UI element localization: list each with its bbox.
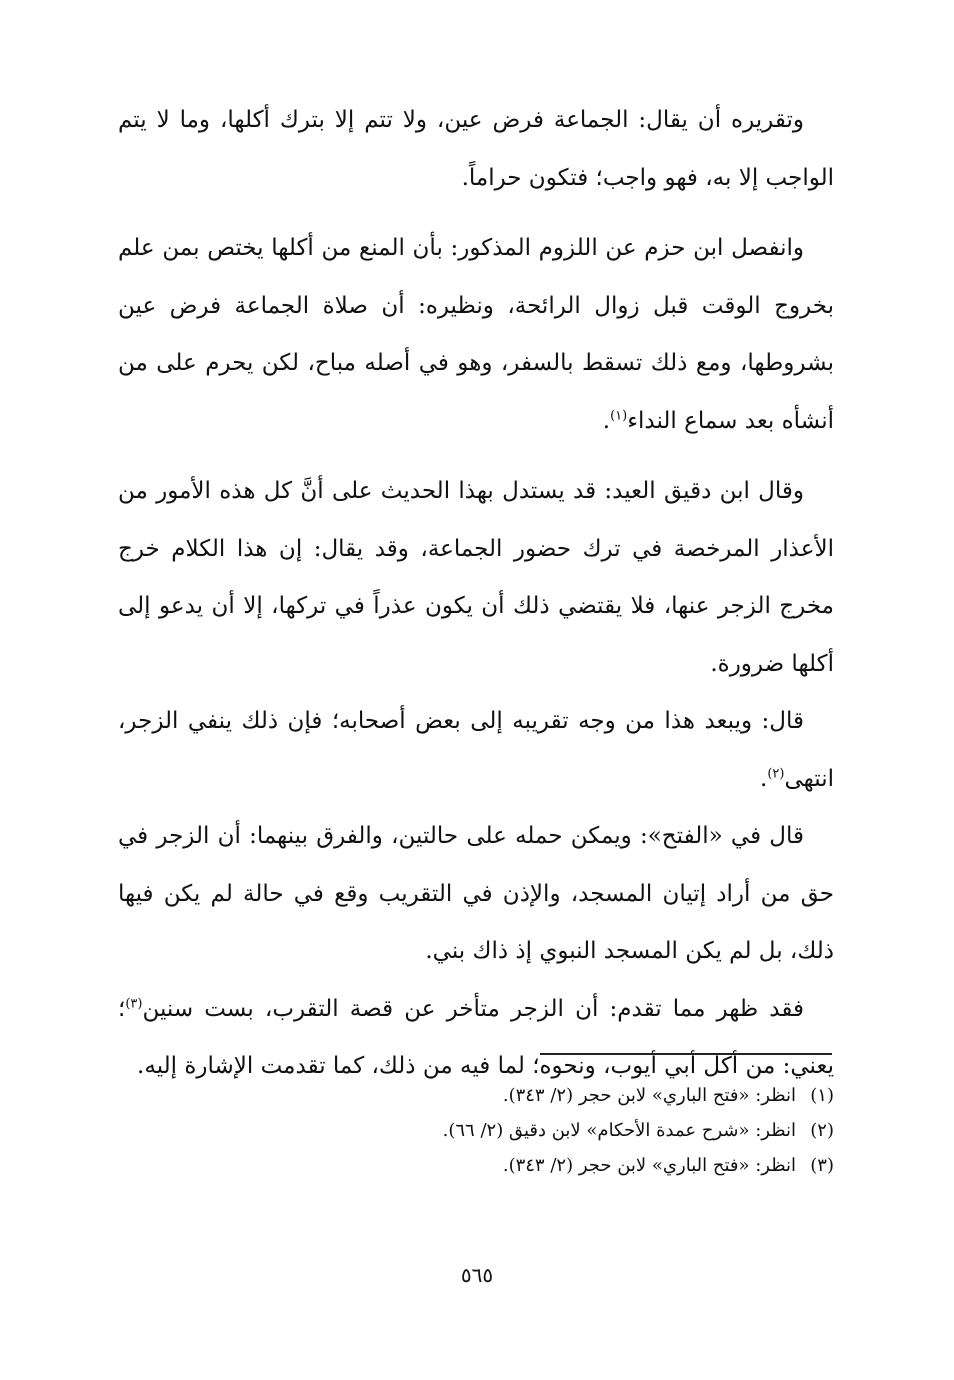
footnote-ref[interactable]: (٢) (767, 765, 785, 781)
footnotes (118, 1078, 834, 1183)
footnote-ref[interactable]: (١) (610, 407, 628, 423)
paragraph-text: وانفصل ابن حزم عن اللزوم المذكور: بأن المنع من أكلها يختص بمن علم بخروج الوقت قبل زوال الرائحة، ونظيره: أن صلاة الجماعة فرض عين بشروطها، ومع ذلك تسقط بالسفر، وهو في أصله مباح، لكن يحرم على من أنشأه بعد سماع النداء (118, 235, 834, 434)
page-number: ٥٦٥ (460, 1263, 494, 1287)
footnote (118, 1148, 834, 1183)
paragraph-text: فقد ظهر مما تقدم: أن الزجر متأخر عن قصة التقرب، بست سنين (142, 995, 804, 1022)
paragraph-tail: . (760, 765, 768, 792)
footnote-text: انظر: «فتح الباري» لابن حجر (٢/ ٣٤٣). (502, 1155, 796, 1176)
footnote-divider (540, 1053, 832, 1055)
paragraph (118, 693, 834, 808)
footnote-ref[interactable]: (٣) (125, 995, 143, 1011)
paragraph (118, 92, 834, 207)
footnote (118, 1113, 834, 1148)
paragraph-text: قال في «الفتح»: ويمكن حمله على حالتين، والفرق بينهما: أن الزجر في حق من أراد إتيان المسجد، والإذن في التقريب وقع في حالة لم يكن فيها ذلك، بل لم يكن المسجد النبوي إذ ذاك بني. (118, 823, 834, 964)
paragraph-tail: ؛ يعني: من أكل أبي أيوب، ونحوه؛ لما فيه من ذلك، كما تقدمت الإشارة إليه. (118, 995, 834, 1079)
footnote-text: انظر: «فتح الباري» لابن حجر (٢/ ٣٤٣). (502, 1085, 796, 1106)
paragraph-text: وقال ابن دقيق العيد: قد يستدل بهذا الحديث على أنَّ كل هذه الأمور من الأعذار المرخصة في ترك حضور الجماعة، وقد يقال: إن هذا الكلام خرج مخرج الزجر عنها، فلا يقتضي ذلك أن يكون عذراً في تركها، إلا أن يدعو إلى أكلها ضرورة. (118, 478, 834, 677)
paragraph-text: وتقريره أن يقال: الجماعة فرض عين، ولا تتم إلا بترك أكلها، وما لا يتم الواجب إلا به، فهو واجب؛ فتكون حراماً. (118, 107, 834, 191)
paragraph (118, 463, 834, 693)
footnote (118, 1078, 834, 1113)
footnote-number: (٢) (810, 1120, 834, 1141)
paragraph-tail: . (602, 407, 611, 434)
paragraph-text: قال: ويبعد هذا من وجه تقريبه إلى بعض أصحابه؛ فإن ذلك ينفي الزجر، انتهى (118, 708, 834, 792)
footnote-text: انظر: «شرح عمدة الأحكام» لابن دقيق (٢/ ٦٦). (442, 1120, 796, 1141)
footnote-number: (١) (810, 1085, 834, 1106)
paragraph (118, 808, 834, 981)
paragraph (118, 220, 834, 450)
footnote-number: (٣) (810, 1155, 834, 1176)
main-text (118, 92, 834, 1096)
